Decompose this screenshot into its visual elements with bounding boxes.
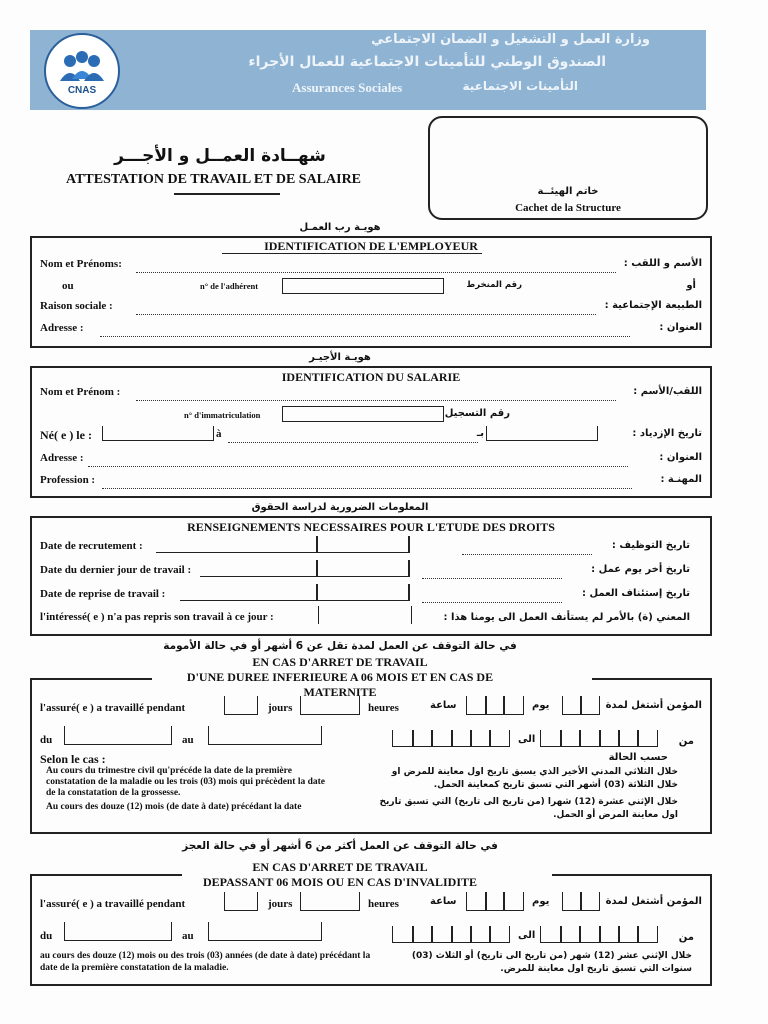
- header-banner: [30, 30, 706, 110]
- employer-ou-label-ar: أو: [686, 280, 696, 291]
- raison-sociale-field[interactable]: [136, 314, 596, 315]
- arret2-note-fr: au cours des douze (12) mois ou des trois (03) années (de date à date) précédant la date de la première constatation de la maladie.: [40, 951, 371, 973]
- recrutement-dots: [462, 554, 592, 555]
- arret1-au-field[interactable]: [208, 726, 322, 745]
- title-ar: شهــادة العمــل و الأجـــر: [114, 146, 326, 166]
- arret2-heading-fr1: EN CAS D'ARRET DE TRAVAIL: [252, 860, 428, 874]
- fund-name: الصندوق الوطني للتأمينات الاجتماعية للعمال الأجراء: [248, 54, 606, 70]
- adherent-label: n° de l'adhérent: [200, 281, 259, 291]
- employer-adresse-label-ar: العنوان :: [659, 322, 702, 333]
- employer-ou-label: ou: [62, 280, 74, 292]
- arret2-yawm-field[interactable]: [562, 892, 600, 911]
- arret1-heures-label: heures: [368, 702, 399, 714]
- arret2-top-left: [32, 874, 182, 876]
- arret2-heures-label: heures: [368, 898, 399, 910]
- profession-label-ar: المهنـة :: [660, 474, 702, 485]
- employer-heading-fr: IDENTIFICATION DE L'EMPLOYEUR: [264, 239, 478, 253]
- arret2-heading-ar: في حالة التوقف عن العمل أكثر من 6 أشهر أو في حالة العجز: [182, 840, 498, 852]
- employer-name-field[interactable]: [136, 272, 616, 273]
- arret1-top-right: [592, 678, 710, 680]
- arret2-au-field[interactable]: [208, 922, 322, 941]
- reprise-date-field[interactable]: [180, 584, 410, 601]
- arret2-min-field[interactable]: [540, 926, 658, 943]
- birth-place-field[interactable]: [228, 442, 478, 443]
- arret2-heading-fr2: DEPASSANT 06 MOIS OU EN CAS D'INVALIDITE: [202, 875, 478, 889]
- arret1-worked-label-ar: المؤمن أشتغل لمدة: [605, 700, 702, 711]
- stamp-label-ar: خاتم الهيئــة: [537, 186, 599, 197]
- arret2-section: [30, 874, 712, 986]
- arret2-worked-label: l'assuré( e ) a travaillé pendant: [40, 898, 186, 910]
- employee-adresse-label: Adresse :: [40, 452, 84, 464]
- arret1-section: [30, 678, 712, 834]
- arret2-jours-field[interactable]: [224, 892, 258, 911]
- adherent-input[interactable]: [282, 278, 444, 294]
- selon-le-cas-label: Selon le cas :: [40, 752, 106, 766]
- cnas-logo: [44, 33, 120, 109]
- arret1-min-label: من: [678, 736, 694, 747]
- profession-field[interactable]: [102, 488, 632, 489]
- arret1-heading-fr1: EN CAS D'ARRET DE TRAVAIL: [252, 655, 428, 669]
- birth-date-label-ar: تاريخ الإزدياد :: [632, 428, 702, 439]
- arret2-saa-label: ساعة: [430, 896, 457, 907]
- arret1-ila-field[interactable]: [392, 730, 510, 747]
- employer-heading-ar: هويـة رب العمـل: [299, 222, 381, 233]
- arret1-du-field[interactable]: [64, 726, 172, 745]
- arret2-yawm-label: يوم: [532, 896, 550, 907]
- title-fr: ATTESTATION DE TRAVAIL ET DE SALAIRE: [66, 172, 362, 187]
- arret2-du-field[interactable]: [64, 922, 172, 941]
- arret1-au-label: au: [182, 734, 194, 746]
- employee-adresse-label-ar: العنوان :: [659, 452, 702, 463]
- dernier-jour-label-ar: تاريخ أخر يوم عمل :: [591, 564, 690, 575]
- profession-label: Profession :: [40, 474, 96, 486]
- assurances-ar: التأمينات الاجتماعية: [462, 79, 578, 93]
- employee-adresse-field[interactable]: [88, 466, 628, 467]
- title-underline: [174, 193, 280, 195]
- selon-le-cas-label-ar: حسب الحالة: [608, 752, 668, 763]
- arret2-du-label: du: [40, 930, 53, 942]
- dernier-jour-date-field[interactable]: [200, 560, 410, 577]
- rights-section: [30, 516, 712, 636]
- raison-sociale-label: Raison sociale :: [40, 300, 113, 312]
- stamp-box: [428, 116, 708, 220]
- arret1-min-field[interactable]: [540, 730, 658, 747]
- arret1-jours-field[interactable]: [224, 696, 258, 715]
- recrutement-label: Date de recrutement :: [40, 540, 143, 552]
- reprise-dots: [422, 602, 562, 603]
- raison-sociale-label-ar: الطبيعة الإجتماعية :: [604, 300, 702, 311]
- birth-date-field[interactable]: [102, 426, 214, 441]
- arret1-du-label: du: [40, 734, 53, 746]
- arret1-jours-label: jours: [268, 702, 293, 714]
- employer-section: [30, 236, 712, 348]
- arret1-heading-ar: في حالة التوقف عن العمل لمدة تقل عن 6 أشهر أو في حالة الأمومة: [163, 640, 517, 652]
- reprise-label: Date de reprise de travail :: [40, 588, 166, 600]
- employee-name-label-ar: اللقب/الأسم :: [633, 386, 702, 397]
- not-resumed-field[interactable]: [318, 606, 412, 624]
- immat-label-ar: رقم التسجيل: [444, 408, 510, 419]
- case2-text-fr: Au cours des douze (12) mois (de date à date) précédant la date: [46, 802, 302, 812]
- dernier-jour-label: Date du dernier jour de travail :: [40, 564, 192, 576]
- assurances-fr: Assurances Sociales: [292, 80, 403, 95]
- employer-name-label-ar: الأسم و اللقب :: [623, 258, 702, 269]
- not-resumed-label: l'intéressé( e ) n'a pas repris son travail à ce jour :: [40, 611, 274, 623]
- arret1-yawm-field[interactable]: [562, 696, 600, 715]
- case1-text-ar: خلال الثلاثي المدني الأخير الذي يسبق تاريخ اول معاينة للمرض او خلال الثلاثة (03) أشهر التي تسبق تاريخ كمعاينة الحمل.: [391, 767, 678, 790]
- rights-heading-ar: المعلومات الضرورية لدراسة الحقوق: [251, 502, 429, 513]
- adherent-label-ar: رقم المنخرط: [466, 280, 522, 290]
- arret2-ila-field[interactable]: [392, 926, 510, 943]
- immat-label: n° d'immatriculation: [184, 410, 261, 420]
- recrutement-date-field[interactable]: [156, 536, 410, 553]
- reprise-label-ar: تاريخ إستئناف العمل :: [581, 588, 690, 599]
- birth-date-ar-field[interactable]: [486, 426, 598, 441]
- arret1-yawm-label: يوم: [532, 700, 550, 711]
- employer-adresse-field[interactable]: [100, 336, 630, 337]
- arret1-saa-label: ساعة: [430, 700, 457, 711]
- employee-section: [30, 366, 712, 498]
- birth-place-b-label: بـ: [476, 428, 484, 439]
- stamp-label-fr: Cachet de la Structure: [515, 202, 621, 214]
- arret2-jours-label: jours: [268, 898, 293, 910]
- birth-place-a-label: à: [216, 428, 222, 440]
- employer-name-label: Nom et Prénoms:: [40, 258, 122, 270]
- arret1-heading-fr2: D'UNE DUREE INFERIEURE A 06 MOIS ET EN CAS DE: [186, 670, 494, 684]
- arret2-heures-field[interactable]: [300, 892, 360, 911]
- case1-text-fr: Au cours du trimestre civil qu'précéde la date de la première constatation de la maladie ou les trois (03) mois qui précèdent la date de la constatation de la grossesse.: [46, 766, 326, 798]
- arret1-ila-label: الى: [518, 734, 536, 745]
- arret2-ila-label: الى: [518, 930, 536, 941]
- arret1-worked-label: l'assuré( e ) a travaillé pendant: [40, 702, 186, 714]
- employee-name-field[interactable]: [136, 400, 616, 401]
- arret1-top-left: [32, 678, 152, 680]
- recrutement-label-ar: تاريخ التوظيف :: [611, 540, 690, 551]
- rights-heading-fr: RENSEIGNEMENTS NECESSAIRES POUR L'ETUDE DES DROITS: [187, 520, 555, 534]
- arret1-heures-field[interactable]: [300, 696, 360, 715]
- employee-name-label: Nom et Prénom :: [40, 386, 121, 398]
- not-resumed-label-ar: المعني (ة) بالأمر لم يستأنف العمل الى يومنا هذا :: [443, 612, 690, 623]
- arret2-top-right: [552, 874, 710, 876]
- arret1-heading-fr3: MATERNITE: [303, 685, 377, 699]
- arret2-min-label: من: [678, 932, 694, 943]
- dernier-jour-dots: [422, 578, 562, 579]
- birth-date-label: Né( e ) le :: [40, 428, 92, 442]
- arret1-saa-field[interactable]: [466, 696, 524, 715]
- employee-heading-fr: IDENTIFICATION DU SALARIE: [281, 370, 461, 384]
- logo-text: CNAS: [67, 85, 97, 96]
- immat-input[interactable]: [282, 406, 444, 422]
- arret2-note-ar: خلال الإثني عشر (12) شهر (من تاريخ الى تاريخ) أو الثلاث (03) سنوات التي تسبق تاريخ اول معاينة للمرض.: [411, 951, 692, 974]
- arret2-saa-field[interactable]: [466, 892, 524, 911]
- arret2-worked-label-ar: المؤمن أشتغل لمدة: [605, 896, 702, 907]
- case2-text-ar: خلال الإثني عشرة (12) شهرا (من تاريخ الى تاريخ) التي تسبق تاريخ اول معاينة المرض أو الحمل.: [379, 797, 678, 820]
- employer-adresse-label: Adresse :: [40, 322, 84, 334]
- cnas-logo-icon: [46, 35, 118, 107]
- ministry-name: وزارة العمل و التشغيل و الضمان الاجتماعي: [371, 32, 650, 47]
- employer-heading-underline: [222, 253, 482, 254]
- arret2-au-label: au: [182, 930, 194, 942]
- employee-heading-ar: هويـة الأجيـر: [309, 352, 371, 363]
